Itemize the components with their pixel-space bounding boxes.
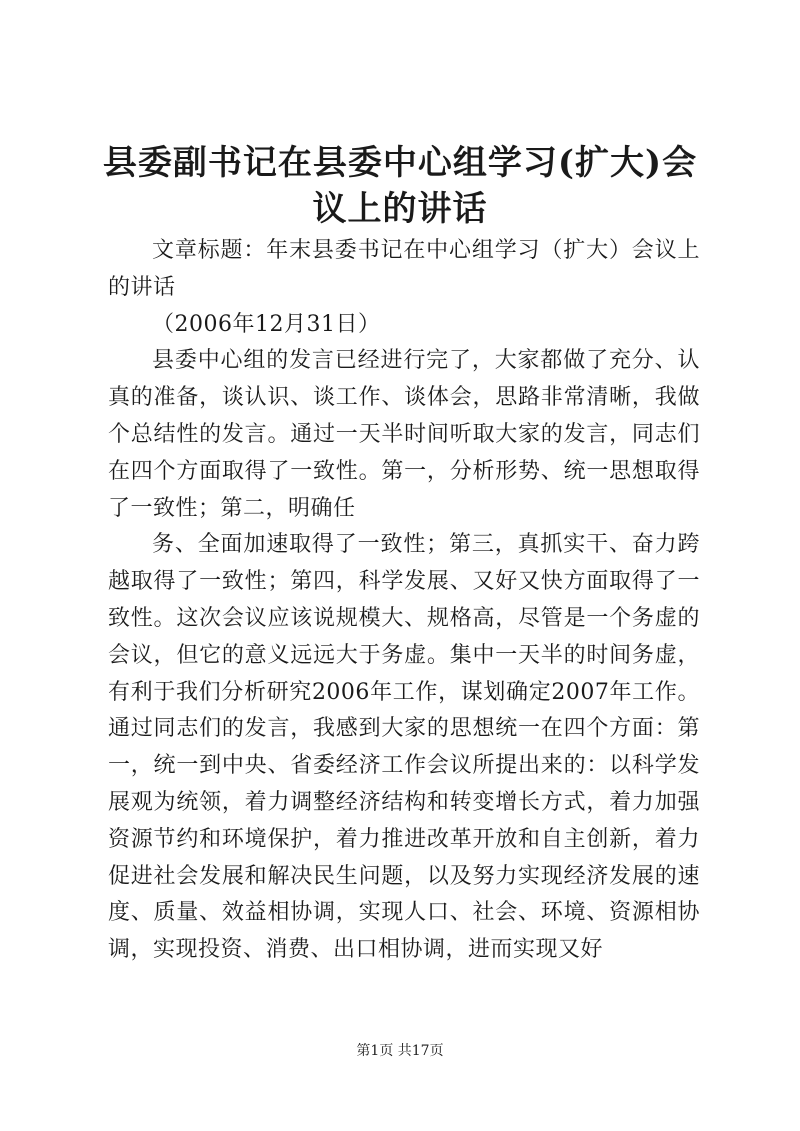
date-paragraph: （2006年12月31日）: [152, 311, 381, 337]
document-title: 县委副书记在县委中心组学习(扩大)会议上的讲话: [102, 143, 698, 229]
document-body: [108, 233, 700, 969]
body-paragraph: 务、全面加速取得了一致性；第三，真抓实干、奋力跨越取得了一致性；第四，科学发展、又好又快方面取得了一致性。这次会议应该说规模大、规格高，尽管是一个务虚的会议，但它的意义远远大于务虚。集中一天半的时间务虚，有利于我们分析研究2006年工作，谋划确定2007年工作。通过同志们的发言，我感到大家的思想统一在四个方面：第一，统一到中央、省委经济工作会议所提出来的：以科学发展观为统领，着力调整经济结构和转变增长方式，着力加强资源节约和环境保护，着力推进改革开放和自主创新，着力促进社会发展和解决民生问题，以及努力实现经济发展的速度、质量、效益相协调，实现人口、社会、环境、资源相协调，实现投资、消费、出口相协调，进而实现又好: [108, 532, 700, 963]
page-number-footer: 第1页 共17页: [356, 1043, 444, 1059]
subtitle-paragraph: 文章标题：年末县委书记在中心组学习（扩大）会议上的讲话: [108, 238, 700, 300]
body-paragraph: 县委中心组的发言已经进行完了，大家都做了充分、认真的准备，谈认识、谈工作、谈体会，思路非常清晰，我做个总结性的发言。通过一天半时间听取大家的发言，同志们在四个方面取得了一致性。第一，分析形势、统一思想取得了一致性；第二，明确任: [108, 348, 700, 521]
